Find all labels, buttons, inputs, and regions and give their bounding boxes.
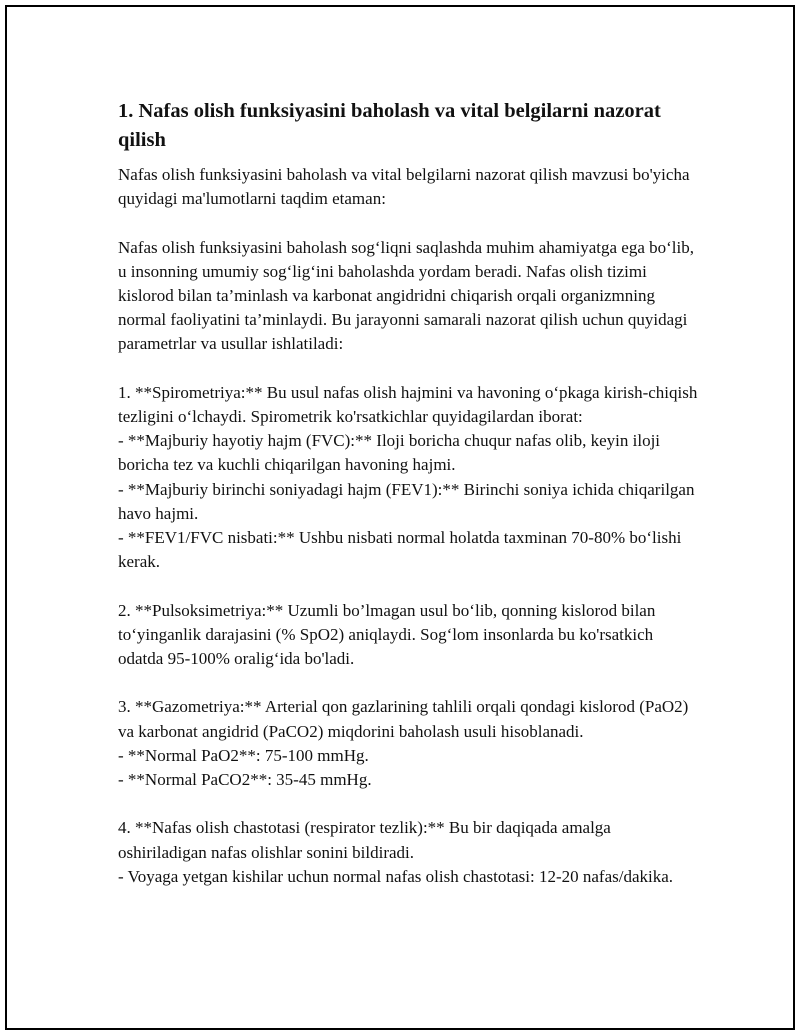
respiratory-rate-section: 4. **Nafas olish chastotasi (respirator tezlik):** Bu bir daqiqada amalga oshiriladigan nafas olishlar sonini bildiradi. - Voyaga yetgan kishilar uchun normal nafas olish chastotasi: 12-20 nafas/dakika. (118, 818, 674, 886)
intro-paragraph: Nafas olish funksiyasini baholash va vital belgilarni nazorat qilish mavzusi bo'yicha quyidagi ma'lumotlarni taqdim etaman: (118, 165, 690, 209)
document-title: 1. Nafas olish funksiyasini baholash va vital belgilarni nazorat qilish (118, 100, 661, 151)
page-frame (5, 5, 795, 1030)
overview-paragraph: Nafas olish funksiyasini baholash sog‘liqni saqlashda muhim ahamiyatga ega bo‘lib, u insonning umumiy sog‘lig‘ini baholashda yordam beradi. Nafas olish tizimi kislorod bilan ta’minlash va karbonat angidridni chiqarish orqali organizmning normal faoliyatini ta’minlaydi. Bu jarayonni samarali nazorat qilish uchun quyidagi parametrlar va usullar ishlatiladi: (118, 237, 694, 354)
paragraph-gap (118, 357, 698, 381)
paragraph-gap (118, 671, 698, 695)
paragraph-gap (118, 574, 698, 598)
spirometry-section: 1. **Spirometriya:** Bu usul nafas olish hajmini va havoning o‘pkaga kirish-chiqish tezligini o‘lchaydi. Spirometrik ko'rsatkichlar quyidagilardan iborat: - **Majburiy hayotiy hajm (FVC):** Iloji boricha chuqur nafas olib, keyin iloji boricha tez va kuchli chiqarilgan havoning hajmi. - **Majburiy birinchi soniyadagi hajm (FEV1):** Birinchi soniya ichida chiqarilgan havo hajmi. - **FEV1/FVC nisbati:** Ushbu nisbati normal holatda taxminan 70-80% bo‘lishi kerak. (118, 382, 698, 572)
gasometry-section: 3. **Gazometriya:** Arterial qon gazlarining tahlili orqali qondagi kislorod (PaO2) va karbonat angidrid (PaCO2) miqdorini baholash usuli hisoblanadi. - **Normal PaO2**: 75-100 mmHg. - **Normal PaCO2**: 35-45 mmHg. (118, 697, 689, 790)
paragraph-gap (118, 792, 698, 816)
document-body (118, 97, 698, 889)
paragraph-gap (118, 211, 698, 235)
pulse-oximetry-section: 2. **Pulsoksimetriya:** Uzumli bo’lmagan usul bo‘lib, qonning kislorod bilan to‘yinganlik darajasini (% SpO2) aniqlaydi. Sog‘lom insonlarda bu ko'rsatkich odatda 95-100% oralig‘ida bo'ladi. (118, 600, 656, 669)
